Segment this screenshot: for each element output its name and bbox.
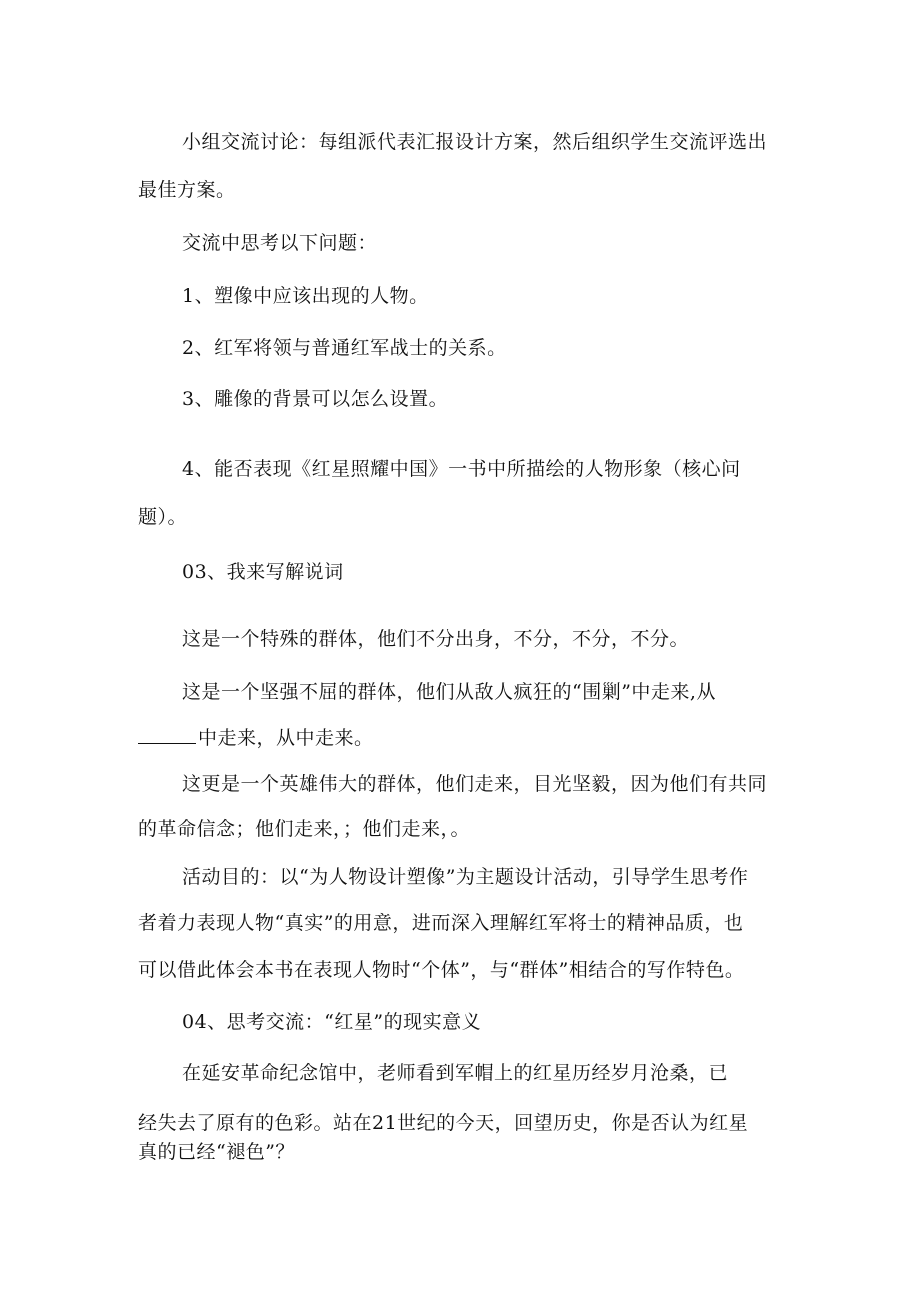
sentence-2-line-2 bbox=[138, 725, 374, 750]
paragraph-discussion-line-1: 小组交流讨论：每组派代表汇报设计方案，然后组织学生交流评选出 bbox=[182, 131, 768, 153]
paragraph-red-star-line-3: 真的已经“褪色”？ bbox=[138, 1141, 295, 1163]
question-2: 2、红军将领与普通红军战士的关系。 bbox=[182, 337, 507, 359]
sentence-1: 这是一个特殊的群体，他们不分出身，不分，不分，不分。 bbox=[182, 628, 690, 650]
sentence-2-line-2-text: 中走来，从中走来。 bbox=[198, 727, 374, 749]
question-1: 1、塑像中应该出现的人物。 bbox=[182, 285, 429, 307]
paragraph-red-star-line-2: 经失去了原有的色彩。站在21世纪的今天，回望历史，你是否认为红星 bbox=[138, 1112, 749, 1134]
sentence-3-line-1: 这更是一个英雄伟大的群体，他们走来，目光坚毅，因为他们有共同 bbox=[182, 773, 768, 795]
activity-aim-line-1: 活动目的：以“为人物设计塑像”为主题设计活动，引导学生思考作 bbox=[182, 866, 749, 888]
question-4-line-1: 4、能否表现《红星照耀中国》一书中所描绘的人物形象（核心问 bbox=[182, 458, 741, 480]
paragraph-discussion-line-2: 最佳方案。 bbox=[138, 179, 236, 201]
activity-aim-line-2: 者着力表现人物“真实”的用意，进而深入理解红军将士的精神品质，也 bbox=[138, 912, 744, 934]
question-3: 3、雕像的背景可以怎么设置。 bbox=[182, 388, 449, 410]
question-4-line-2: 题）。 bbox=[138, 506, 188, 528]
section-heading-04: 04、思考交流：“红星”的现实意义 bbox=[182, 1011, 482, 1033]
sentence-3-line-2: 的革命信念；他们走来，；他们走来，。 bbox=[138, 818, 471, 840]
paragraph-red-star-line-1: 在延安革命纪念馆中，老师看到军帽上的红星历经岁月沧桑，已 bbox=[182, 1062, 729, 1084]
fill-in-blank bbox=[138, 725, 196, 744]
section-heading-03: 03、我来写解说词 bbox=[182, 561, 344, 583]
activity-aim-line-3: 可以借此体会本书在表现人物时“个体”，与“群体”相结合的写作特色。 bbox=[138, 959, 745, 981]
sentence-2-line-1: 这是一个坚强不屈的群体，他们从敌人疯狂的“围剿”中走来,从 bbox=[182, 681, 716, 703]
paragraph-questions-intro: 交流中思考以下问题： bbox=[182, 232, 378, 254]
